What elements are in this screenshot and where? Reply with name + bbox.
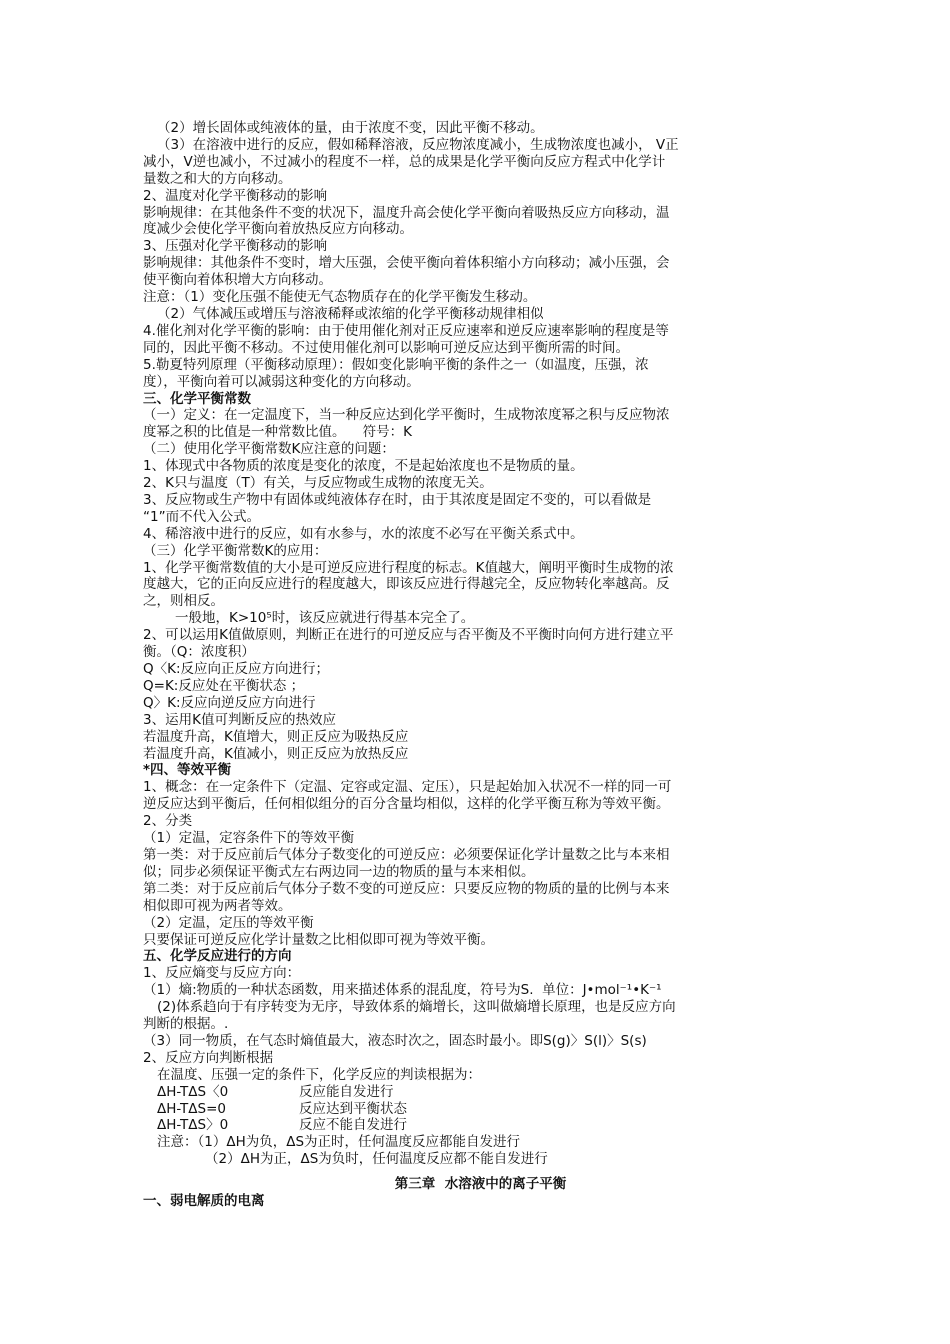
- text-line: （2）ΔH为正，ΔS为负时，任何温度反应都不能自发进行: [205, 1151, 548, 1168]
- text-line: 若温度升高，K值减小，则正反应为放热反应: [143, 745, 409, 762]
- document-body: [143, 120, 808, 1210]
- criteria-expression: ΔH-TΔS=0: [157, 1100, 226, 1117]
- text-line: 5.勒夏特列原理（平衡移动原理）：假如变化影响平衡的条件之一（如温度，压强，浓: [143, 356, 649, 373]
- text-line: （二）使用化学平衡常数K应注意的问题：: [143, 441, 395, 458]
- text-line: 3、压强对化学平衡移动的影响: [143, 238, 328, 255]
- text-line: 3、运用K值可判断反应的热效应: [143, 711, 336, 728]
- text-line: 在温度、压强一定的条件下，化学反应的判读根据为：: [157, 1066, 481, 1083]
- text-line: （2）增长固体或纯液体的量，由于浓度不变，因此平衡不移动。: [157, 120, 544, 136]
- text-line: Q〉K:反应向逆反应方向进行: [143, 694, 316, 711]
- text-line: 五、化学反应进行的方向: [143, 948, 292, 965]
- text-line: Q=K:反应处在平衡状态 ；: [143, 677, 305, 694]
- text-line: 1、反应熵变与反应方向：: [143, 965, 301, 982]
- text-line: （3）同一物质，在气态时熵值最大，液态时次之，固态时最小。即S(g)〉S(l)〉S(s): [143, 1032, 647, 1049]
- text-line: 影响规律：其他条件不变时，增大压强，会使平衡向着体积缩小方向移动；减小压强，会: [143, 255, 670, 272]
- text-line: 三、化学平衡常数: [143, 390, 251, 407]
- text-line: 度越大，它的正向反应进行的程度越大，即该反应进行得越完全，反应物转化率越高。反: [143, 576, 670, 593]
- text-line: 量数之和大的方向移动。: [143, 170, 292, 187]
- text-line: 注意：（1）变化压强不能使无气态物质存在的化学平衡发生移动。: [143, 289, 537, 306]
- text-line: （2）气体减压或增压与溶液稀释或浓缩的化学平衡移动规律相似: [157, 305, 544, 322]
- text-line: (2)体系趋向于有序转变为无序，导致体系的熵增长，这叫做熵增长原理，也是反应方向: [157, 999, 676, 1016]
- text-line: （1）熵:物质的一种状态函数，用来描述体系的混乱度，符号为S. 单位：J•mol⁻¹•K⁻¹: [143, 982, 662, 999]
- text-line: 1、概念：在一定条件下（定温、定容或定温、定压），只是起始加入状况不一样的同一可: [143, 779, 672, 796]
- criteria-expression: ΔH-TΔS〈0: [157, 1083, 229, 1100]
- paragraph-lines: [143, 120, 808, 1084]
- criteria-row: [143, 1101, 808, 1118]
- text-line: 3、反应物或生产物中有固体或纯液体存在时，由于其浓度是固定不变的，可以看做是: [143, 491, 652, 508]
- criteria-row: [143, 1117, 808, 1134]
- criteria-result: 反应不能自发进行: [299, 1117, 407, 1134]
- criteria-expression: ΔH-TΔS〉0: [157, 1117, 229, 1134]
- text-line: 似；同步必须保证平衡式左右两边同一边的物质的量与本来相似。: [143, 863, 535, 880]
- text-line: 相似即可视为两者等效。: [143, 897, 292, 914]
- text-line: 若温度升高，K值增大，则正反应为吸热反应: [143, 728, 409, 745]
- text-line: 只要保证可逆反应化学计量数之比相似即可视为等效平衡。: [143, 931, 494, 948]
- text-line: 1、化学平衡常数值的大小是可逆反应进行程度的标志。K值越大，阐明平衡时生成物的浓: [143, 559, 674, 576]
- text-line: *四、等效平衡: [143, 762, 232, 779]
- text-line: 逆反应达到平衡后，任何相似组分的百分含量均相似，这样的化学平衡互称为等效平衡。: [143, 796, 670, 813]
- text-line: 注意：（1）ΔH为负，ΔS为正时，任何温度反应都能自发进行: [157, 1134, 521, 1151]
- text-line: 2、K只与温度（T）有关，与反应物或生成物的浓度无关。: [143, 475, 493, 492]
- criteria-result: 反应能自发进行: [299, 1083, 394, 1100]
- text-line: （1）定温，定容条件下的等效平衡: [143, 830, 355, 847]
- text-line: 4.催化剂对化学平衡的影响：由于使用催化剂对正反应速率和逆反应速率影响的程度是等: [143, 322, 669, 339]
- text-line: 度），平衡向着可以减弱这种变化的方向移动。: [143, 373, 420, 390]
- text-line: 一般地，K>10⁵时，该反应就进行得基本完全了。: [175, 610, 475, 627]
- chapter-title: 第三章 水溶液中的离子平衡: [394, 1176, 567, 1193]
- criteria-result: 反应达到平衡状态: [299, 1100, 407, 1117]
- text-line: 第一类：对于反应前后气体分子数变化的可逆反应：必须要保证化学计量数之比与本来相: [143, 846, 670, 863]
- text-line: （3）在溶液中进行的反应，假如稀释溶液，反应物浓度减小，生成物浓度也减小， V正: [157, 136, 679, 153]
- text-line: 衡。（Q：浓度积）: [143, 644, 255, 661]
- text-line: 度幂之积的比值是一种常数比值。 符号：K: [143, 424, 413, 441]
- text-line: （三）化学平衡常数K的应用：: [143, 542, 328, 559]
- notes-lines: [143, 1134, 808, 1168]
- text-line: 度减少会使化学平衡向着放热反应方向移动。: [143, 221, 413, 238]
- text-line: 2、反应方向判断根据: [143, 1049, 274, 1066]
- text-line: 影响规律：在其他条件不变的状况下，温度升高会使化学平衡向着吸热反应方向移动，温: [143, 204, 670, 221]
- section-heading: 一、弱电解质的电离: [143, 1193, 265, 1210]
- criteria-row: [143, 1084, 808, 1101]
- text-line: 使平衡向着体积增大方向移动。: [143, 272, 332, 289]
- text-line: 2、分类: [143, 813, 193, 830]
- text-line: “1”而不代入公式。: [143, 508, 261, 525]
- text-line: 4、稀溶液中进行的反应，如有水参与，水的浓度不必写在平衡关系式中。: [143, 525, 584, 542]
- text-line: 判断的根据。.: [143, 1016, 229, 1033]
- text-line: Q〈K:反应向正反应方向进行；: [143, 661, 330, 677]
- text-line: （2）定温，定压的等效平衡: [143, 914, 314, 931]
- text-line: （一）定义：在一定温度下，当一种反应达到化学平衡时，生成物浓度幂之积与反应物浓: [143, 407, 670, 424]
- text-line: 2、可以运用K值做原则，判断正在进行的可逆反应与否平衡及不平衡时向何方进行建立平: [143, 627, 674, 644]
- text-line: 同的，因此平衡不移动。不过使用催化剂可以影响可逆反应达到平衡所需的时间。: [143, 339, 629, 356]
- text-line: 之，则相反。: [143, 593, 224, 610]
- text-line: 2、温度对化学平衡移动的影响: [143, 187, 328, 204]
- criteria-table: [143, 1084, 808, 1135]
- text-line: 1、体现式中各物质的浓度是变化的浓度，不是起始浓度也不是物质的量。: [143, 458, 584, 475]
- text-line: 第二类：对于反应前后气体分子数不变的可逆反应：只要反应物的物质的量的比例与本来: [143, 880, 670, 897]
- text-line: 减小，V逆也减小，不过减小的程度不一样，总的成果是化学平衡向反应方程式中化学计: [143, 153, 666, 170]
